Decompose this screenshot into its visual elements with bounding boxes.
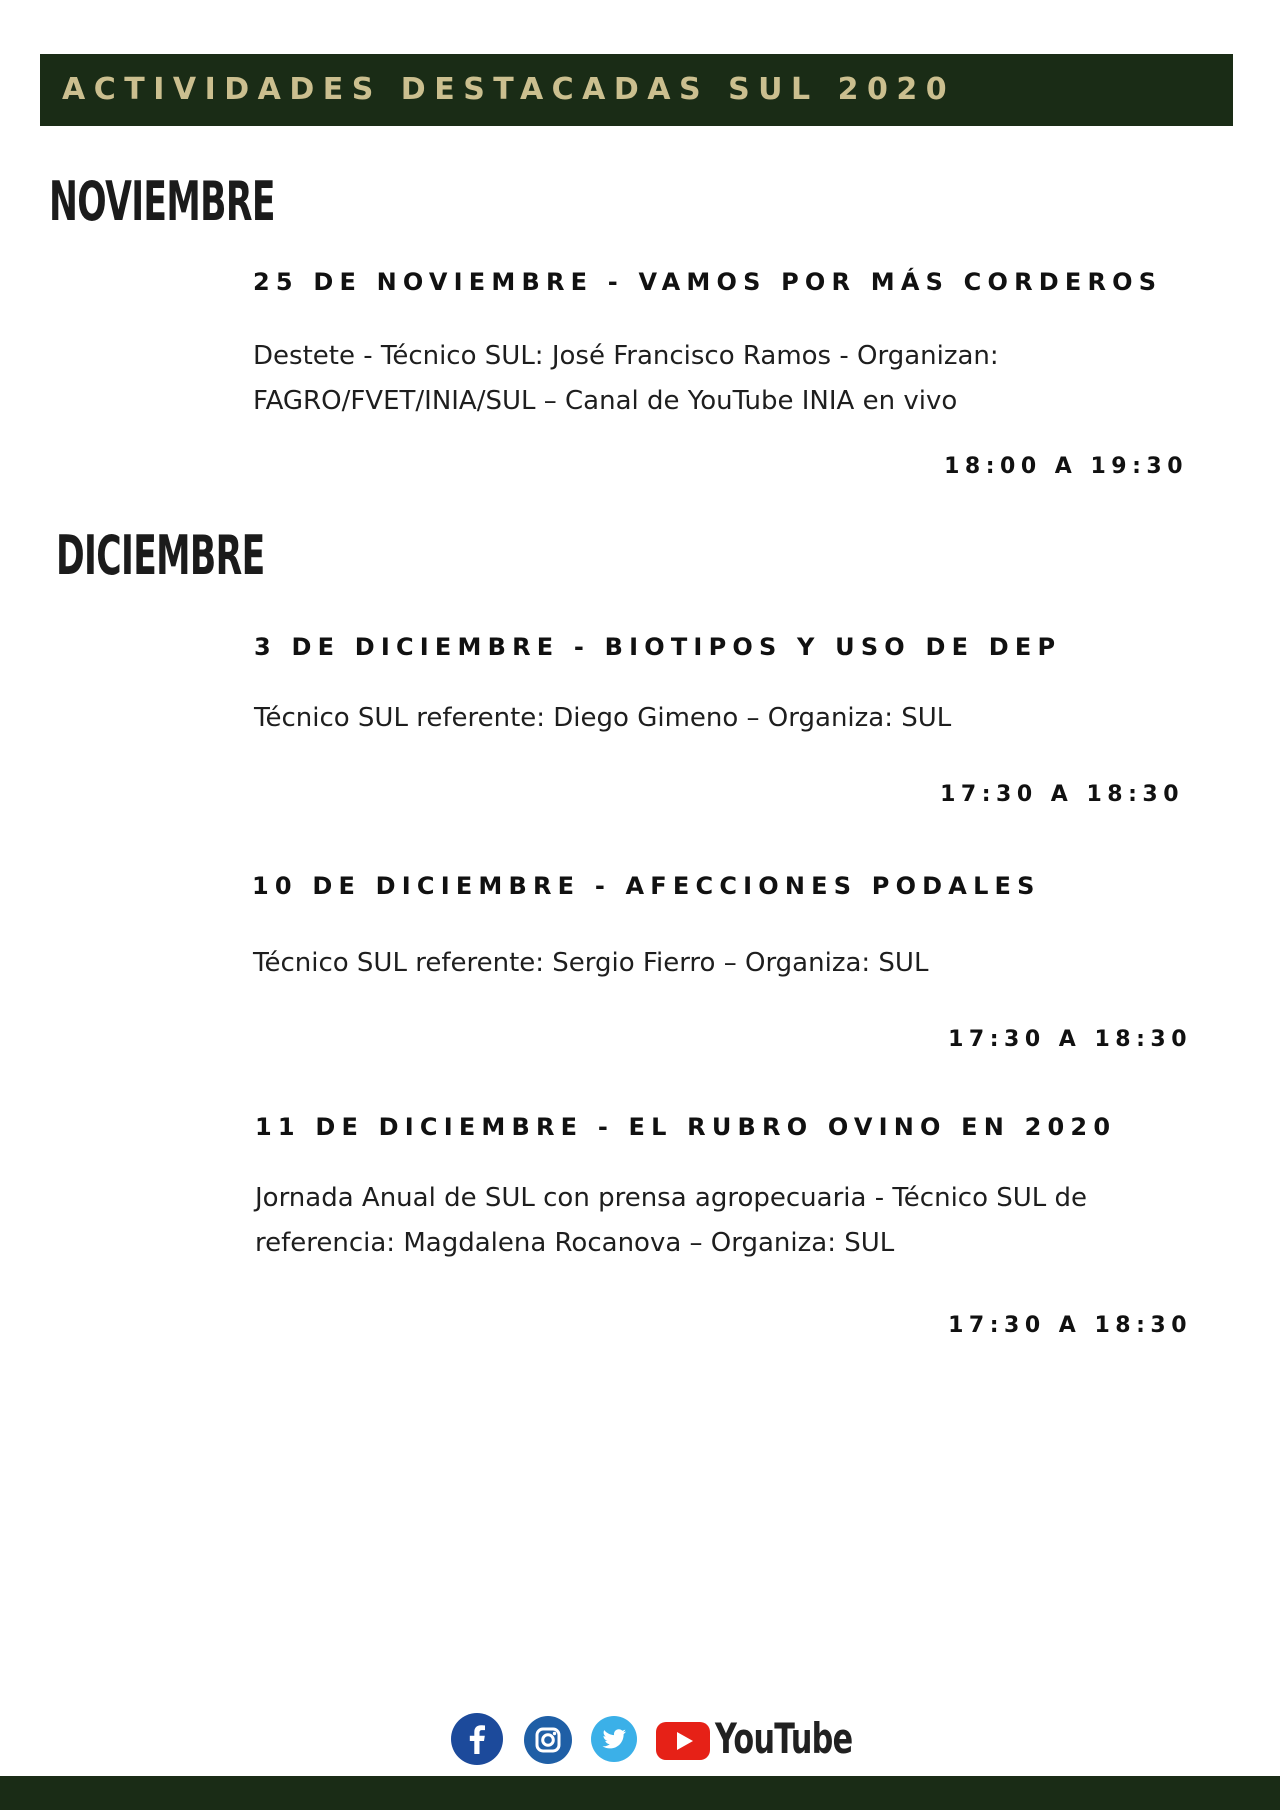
event-time: 17:30 A 18:30	[940, 782, 1184, 807]
event-title: 3 DE DICIEMBRE - BIOTIPOS Y USO DE DEP	[254, 633, 1062, 661]
twitter-icon[interactable]	[591, 1716, 637, 1762]
month-heading-diciembre: DICIEMBRE	[56, 524, 265, 587]
facebook-icon[interactable]	[451, 1713, 503, 1765]
month-heading-noviembre: NOVIEMBRE	[49, 170, 275, 233]
event-description: Destete - Técnico SUL: José Francisco Ramos - Organizan: FAGRO/FVET/INIA/SUL – Canal de YouTube INIA en vivo	[253, 341, 999, 416]
event-time: 17:30 A 18:30	[948, 1027, 1192, 1052]
youtube-wordmark[interactable]: YouTube	[715, 1714, 853, 1763]
event-time: 17:30 A 18:30	[948, 1313, 1192, 1338]
event-description: Jornada Anual de SUL con prensa agropecuaria - Técnico SUL de referencia: Magdalena Rocanova – Organiza: SUL	[255, 1183, 1088, 1258]
event-time: 18:00 A 19:30	[944, 454, 1188, 479]
header-banner	[40, 54, 1233, 126]
instagram-icon[interactable]	[524, 1716, 572, 1764]
youtube-icon[interactable]	[656, 1722, 710, 1760]
event-description: Técnico SUL referente: Sergio Fierro – Organiza: SUL	[253, 948, 929, 978]
page-title: ACTIVIDADES DESTACADAS SUL 2020	[62, 72, 956, 107]
event-title: 25 DE NOVIEMBRE - VAMOS POR MÁS CORDEROS	[253, 268, 1163, 296]
event-title: 10 DE DICIEMBRE - AFECCIONES PODALES	[252, 872, 1041, 900]
footer-bar	[0, 1776, 1280, 1810]
event-title: 11 DE DICIEMBRE - EL RUBRO OVINO EN 2020	[255, 1113, 1117, 1141]
event-description: Técnico SUL referente: Diego Gimeno – Organiza: SUL	[254, 703, 952, 733]
